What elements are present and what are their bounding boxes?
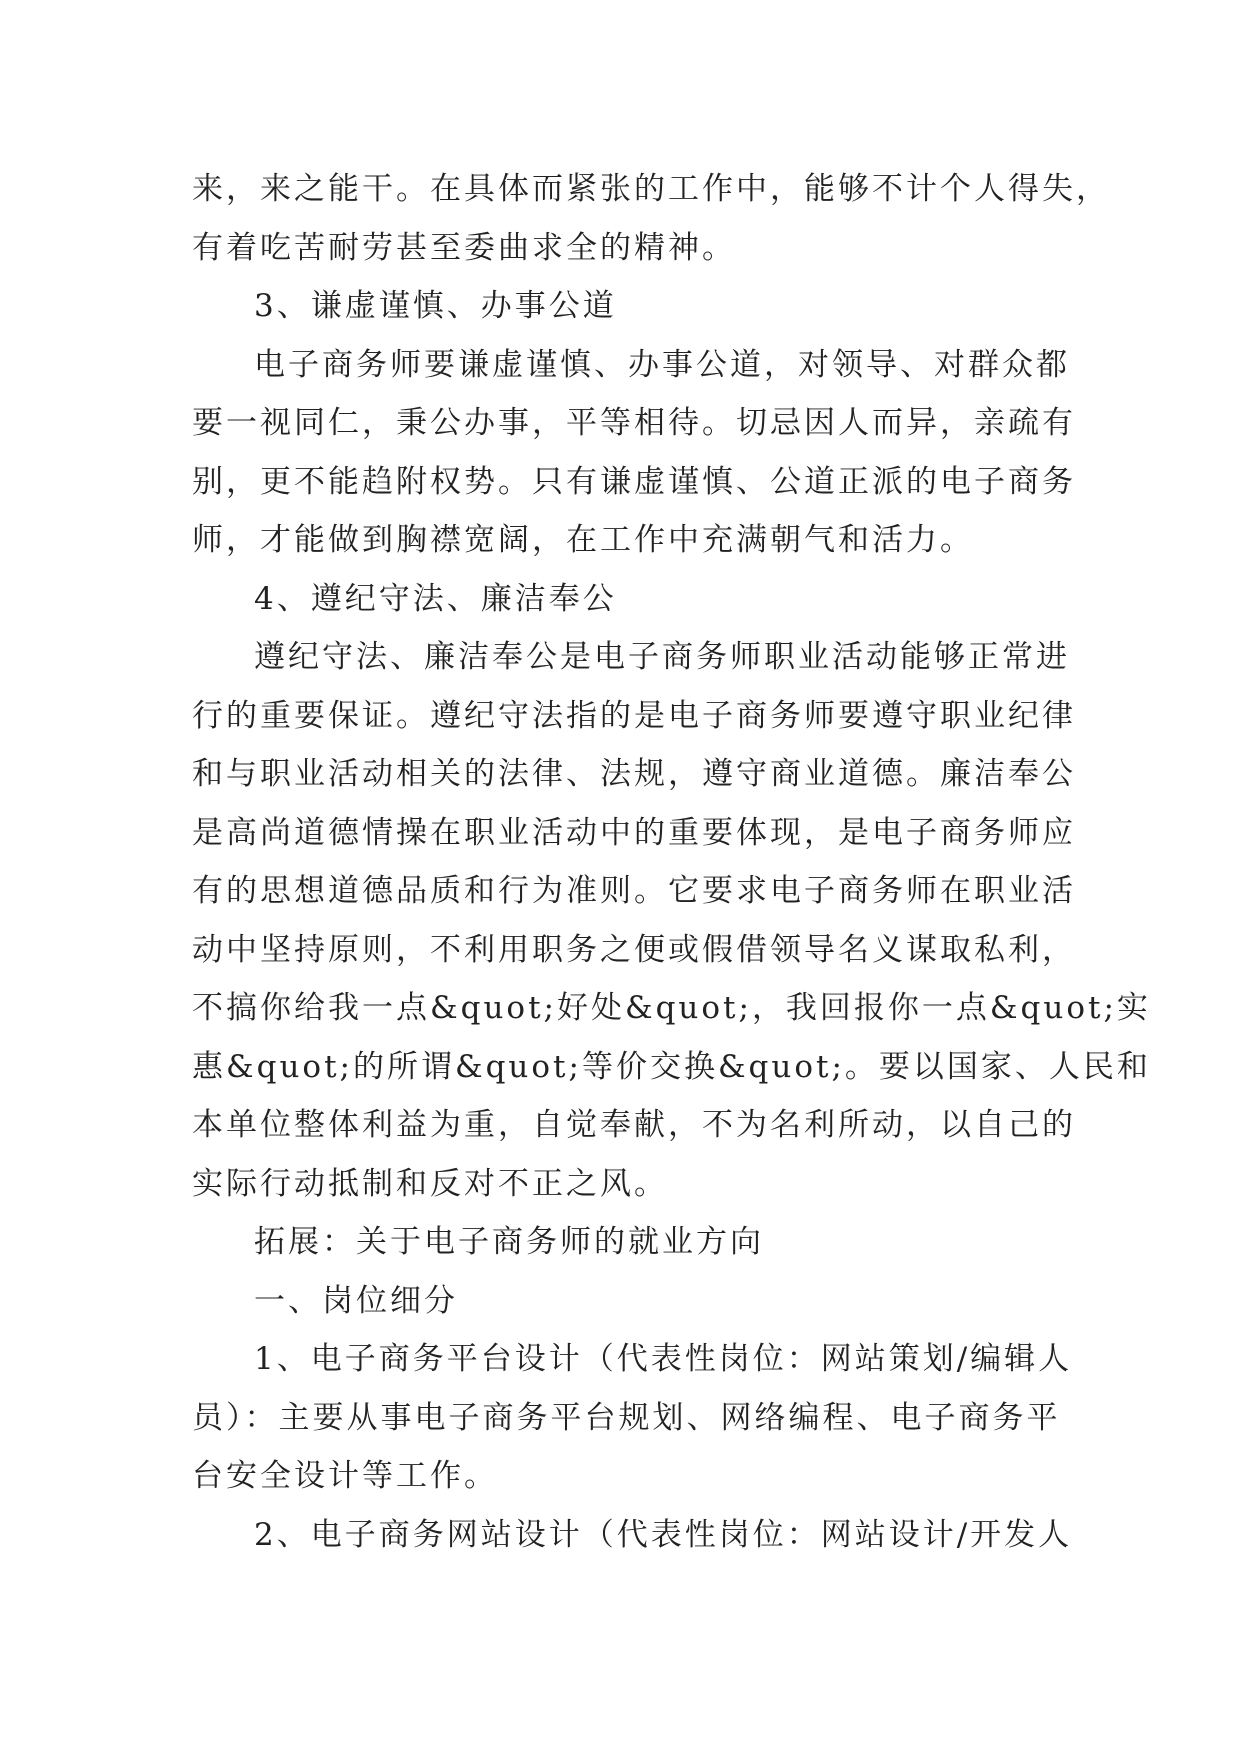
text-line: 要一视同仁，秉公办事，平等相待。切忌因人而异，亲疏有 xyxy=(192,405,1076,441)
text-line: 是高尚道德情操在职业活动中的重要体现，是电子商务师应 xyxy=(192,814,1076,851)
text-line: 别，更不能趋附权势。只有谦虚谨慎、公道正派的电子商务 xyxy=(192,463,1076,500)
text-line: 电子商务师要谦虚谨慎、办事公道，对领导、对群众都 xyxy=(254,346,1070,383)
body-text xyxy=(192,160,1151,1564)
text-line: 不搞你给我一点&quot;好处&quot;，我回报你一点&quot;实 xyxy=(192,990,1151,1026)
section-heading: 4、遵纪守法、廉洁奉公 xyxy=(254,580,617,617)
text-line: 遵纪守法、廉洁奉公是电子商务师职业活动能够正常进 xyxy=(254,639,1070,675)
text-line: 实际行动抵制和反对不正之风。 xyxy=(192,1165,668,1202)
section-heading: 一、岗位细分 xyxy=(254,1282,458,1319)
text-line: 来，来之能干。在具体而紧张的工作中，能够不计个人得失， xyxy=(192,171,1110,207)
text-line: 惠&quot;的所谓&quot;等价交换&quot;。要以国家、人民和 xyxy=(192,1048,1151,1085)
text-line: 有的思想道德品质和行为准则。它要求电子商务师在职业活 xyxy=(192,873,1076,909)
text-line: 和与职业活动相关的法律、法规，遵守商业道德。廉洁奉公 xyxy=(192,756,1076,792)
text-line: 行的重要保证。遵纪守法指的是电子商务师要遵守职业纪律 xyxy=(192,697,1076,734)
text-line: 员）：主要从事电子商务平台规划、网络编程、电子商务平 xyxy=(192,1399,1061,1436)
text-line: 有着吃苦耐劳甚至委曲求全的精神。 xyxy=(192,229,736,266)
text-line: 本单位整体利益为重，自觉奉献，不为名利所动，以自己的 xyxy=(192,1107,1076,1143)
text-line: 动中坚持原则，不利用职务之便或假借领导名义谋取私利， xyxy=(192,931,1076,968)
section-heading: 拓展：关于电子商务师的就业方向 xyxy=(254,1224,764,1260)
text-line: 台安全设计等工作。 xyxy=(192,1458,498,1494)
section-heading: 3、谦虚谨慎、办事公道 xyxy=(254,288,617,324)
text-line: 师，才能做到胸襟宽阔，在工作中充满朝气和活力。 xyxy=(192,522,974,558)
text-line: 2、电子商务网站设计（代表性岗位：网站设计/开发人 xyxy=(254,1516,1073,1553)
text-line: 1、电子商务平台设计（代表性岗位：网站策划/编辑人 xyxy=(254,1341,1073,1377)
